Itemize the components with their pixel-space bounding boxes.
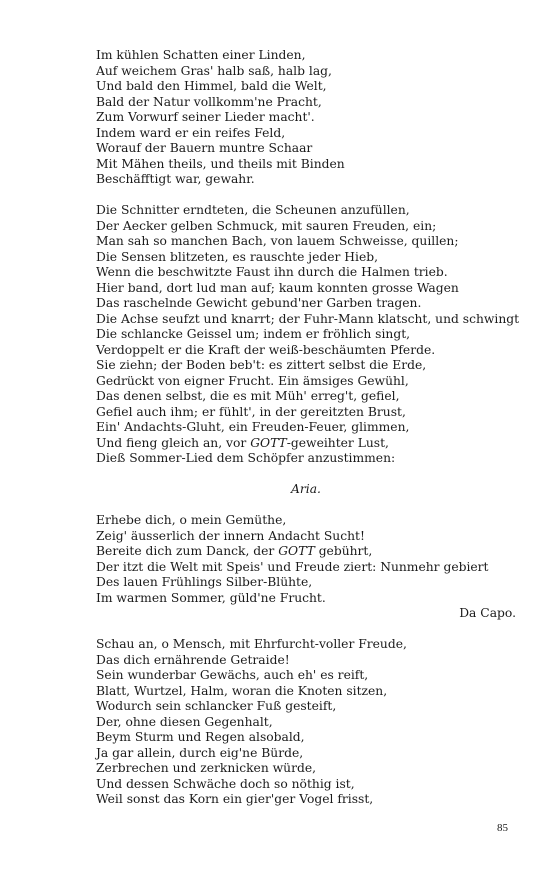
verse-line: Beschäfftigt war, gewahr. xyxy=(96,172,255,186)
stanza-2 xyxy=(96,203,520,467)
verse-line: Mit Mähen theils, und theils mit Binden xyxy=(96,156,345,171)
verse-line: Zerbrechen und zerknicken würde, xyxy=(96,761,317,775)
verse-segment: Bereite dich zum Danck, der xyxy=(96,544,279,558)
stanza-aria xyxy=(96,513,516,606)
verse-line xyxy=(96,544,516,560)
verse-line: Der itzt die Welt mit Speis' und Freude ziert: Nunmehr gebiert xyxy=(96,559,489,574)
verse-segment: gebührt, xyxy=(314,544,373,558)
verse-line: Ja gar allein, durch eig'ne Bürde, xyxy=(96,745,304,760)
verse-line: Zeig' äusserlich der innern Andacht Sucht! xyxy=(96,528,365,543)
verse-line: Verdoppelt er die Kraft der weiß-beschäumten Pferde. xyxy=(96,342,436,357)
verse-line: Weil sonst das Korn ein gier'ger Vogel frisst, xyxy=(96,792,374,806)
verse-line: Wenn die beschwitzte Faust ihn durch die Halmen trieb. xyxy=(96,265,448,279)
verse-line: Hier band, dort lud man auf; kaum konnten grosse Wagen xyxy=(96,280,459,295)
verse-line: Gefiel auch ihm; er fühlt', in der gereitzten Brust, xyxy=(96,404,406,419)
verse-line: Im warmen Sommer, güld'ne Frucht. xyxy=(96,590,326,605)
stanza-4 xyxy=(96,637,516,808)
verse-line: Gedrückt von eigner Frucht. Ein ämsiges Gewühl, xyxy=(96,373,409,388)
verse-line: Erhebe dich, o mein Gemüthe, xyxy=(96,513,287,527)
page-number: 85 xyxy=(497,822,508,834)
stanza-1 xyxy=(96,48,516,188)
verse-line: Schau an, o Mensch, mit Ehrfurcht-voller Freude, xyxy=(96,637,407,651)
verse-line: Man sah so manchen Bach, von lauem Schweisse, quillen; xyxy=(96,234,459,248)
verse-line: Die Sensen blitzeten, es rauschte jeder Hieb, xyxy=(96,249,379,264)
verse-line: Das raschelnde Gewicht gebund'ner Garben tragen. xyxy=(96,296,422,310)
verse-line: Indem ward er ein reifes Feld, xyxy=(96,125,286,140)
italic-gott: GOTT xyxy=(250,435,287,450)
verse-line: Wodurch sein schlancker Fuß gesteift, xyxy=(96,699,337,713)
verse-line: Und dessen Schwäche doch so nöthig ist, xyxy=(96,776,355,791)
poem-text xyxy=(96,48,520,808)
verse-line: Und bald den Himmel, bald die Welt, xyxy=(96,79,327,93)
verse-line: Der Aecker gelben Schmuck, mit sauren Freuden, ein; xyxy=(96,218,437,233)
verse-line: Die Achse seufzt und knarrt; der Fuhr-Mann klatscht, und schwingt xyxy=(96,311,520,326)
verse-line xyxy=(96,436,516,452)
verse-line: Beym Sturm und Regen alsobald, xyxy=(96,730,305,744)
verse-line: Zum Vorwurf seiner Lieder macht'. xyxy=(96,110,315,124)
verse-line: Im kühlen Schatten einer Linden, xyxy=(96,48,306,62)
verse-line: Die schlancke Geissel um; indem er fröhlich singt, xyxy=(96,327,411,341)
verse-line: Blatt, Wurtzel, Halm, woran die Knoten sitzen, xyxy=(96,683,388,698)
verse-line: Das dich ernährende Getraide! xyxy=(96,652,290,667)
verse-line: Der, ohne diesen Gegenhalt, xyxy=(96,714,273,729)
verse-segment: Und fieng gleich an, vor xyxy=(96,435,251,450)
verse-line: Des lauen Frühlings Silber-Blühte, xyxy=(96,575,313,589)
verse-line: Dieß Sommer-Lied dem Schöpfer anzustimmen: xyxy=(96,451,396,465)
verse-segment: -geweihter Lust, xyxy=(286,435,389,450)
verse-line: Sein wunderbar Gewächs, auch eh' es reift, xyxy=(96,668,369,682)
verse-line: Sie ziehn; der Boden beb't: es zittert selbst die Erde, xyxy=(96,358,427,372)
verse-line: Das denen selbst, die es mit Müh' erreg't, gefiel, xyxy=(96,389,400,403)
italic-gott: GOTT xyxy=(278,544,315,558)
da-capo-note: Da Capo. xyxy=(459,606,516,620)
verse-line: Worauf der Bauern muntre Schaar xyxy=(96,141,313,155)
verse-line: Ein' Andachts-Gluht, ein Freuden-Feuer, glimmen, xyxy=(96,420,410,434)
verse-line: Auf weichem Gras' halb saß, halb lag, xyxy=(96,63,332,78)
verse-line: Die Schnitter erndteten, die Scheunen anzufüllen, xyxy=(96,203,410,217)
aria-heading: Aria. xyxy=(291,482,321,496)
verse-line: Bald der Natur vollkomm'ne Pracht, xyxy=(96,94,322,109)
